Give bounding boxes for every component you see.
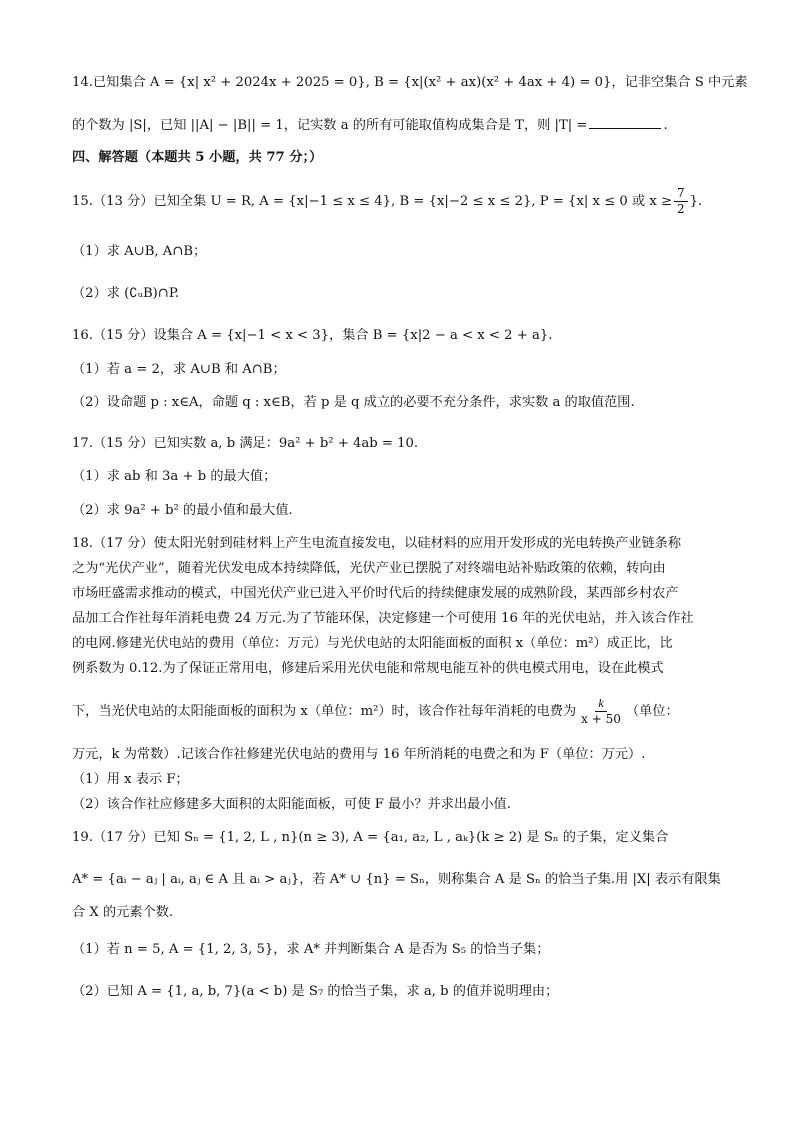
q15-part-2: （2）求 (∁ᵤB)∩P.	[72, 286, 180, 301]
q18-frac-num: k	[595, 696, 606, 712]
q18-line-8: 万元，k 为常数）.记该合作社修建光伏电站的费用与 16 年所消耗的电费之和为 F（单位：万元）.	[72, 747, 646, 762]
q18-line-1: 18.（17 分）使太阳光射到硅材料上产生电流直接发电，以硅材料的应用开发形成的光电转换产业链条称	[72, 536, 682, 551]
q17-part-2: （2）求 9a² + b² 的最小值和最大值.	[72, 503, 293, 518]
q18-line-2: 之为“光伏产业”，随着光伏发电成本持续降低，光伏产业已摆脱了对终端电站补贴政策的依赖，转向由	[72, 561, 666, 576]
q15-stem-text: 15.（13 分）已知全集 U = R, A = {x|−1 ≤ x ≤ 4}, B = {x|−2 ≤ x ≤ 2}, P = {x| x ≤ 0 或 x ≥	[72, 194, 673, 209]
q14-line-2-end: .	[663, 118, 668, 133]
q19-part-2: （2）已知 A = {1, a, b, 7}(a < b) 是 S₇ 的恰当子集，求 a, b 的值并说明理由；	[72, 984, 559, 999]
q14-line-2-text: 的个数为 |S|，已知 ||A| − |B|| = 1，记实数 a 的所有可能取值构成集合是 T，则 |T| =	[72, 118, 588, 133]
q16-part-1: （1）若 a = 2，求 A∪B 和 A∩B；	[72, 362, 286, 377]
q17-part-1: （1）求 ab 和 3a + b 的最大值；	[72, 469, 277, 484]
q18-line-7-end: （单位：	[625, 704, 679, 719]
q18-line-7	[72, 696, 679, 727]
q19-part-1: （1）若 n = 5, A = {1, 2, 3, 5}，求 A* 并判断集合 A 是否为 S₅ 的恰当子集；	[72, 942, 550, 957]
q15-stem	[72, 186, 702, 217]
q14-line-1: 14.已知集合 A = {x| x² + 2024x + 2025 = 0}, B = {x|(x² + ax)(x² + 4ax + 4) = 0}，记非空集合 S 中元素	[72, 75, 748, 90]
q18-part-2: （2）该合作社应修建多大面积的太阳能面板，可使 F 最小？并求出最小值.	[72, 797, 511, 812]
q15-stem-end: }.	[689, 194, 703, 209]
section-heading: 四、解答题（本题共 5 小题，共 77 分；）	[72, 150, 323, 165]
q19-line-2: A* = {aᵢ − aⱼ | aᵢ, aⱼ ∈ A 且 aᵢ > aⱼ}，若 A* ∪ {n} = Sₙ，则称集合 A 是 Sₙ 的恰当子集.用 |X| 表示有限集	[72, 872, 721, 887]
q16-part-2: （2）设命题 p : x∈A，命题 q : x∈B，若 p 是 q 成立的必要不充分条件，求实数 a 的取值范围.	[72, 395, 635, 410]
q19-line-3: 合 X 的元素个数.	[72, 905, 174, 920]
q18-line-3: 市场旺盛需求推动的模式，中国光伏产业已进入平价时代后的持续健康发展的成熟阶段，某西部乡村农产	[72, 586, 679, 601]
q18-fraction	[578, 696, 624, 727]
answer-blank	[589, 114, 661, 129]
q18-frac-den: x + 50	[581, 712, 621, 726]
q18-line-6: 例系数为 0.12.为了保证正常用电，修建后采用光伏电能和常规电能互补的供电模式用电，设在此模式	[72, 661, 664, 676]
q16-stem: 16.（15 分）设集合 A = {x|−1 < x < 3}，集合 B = {x|2 − a < x < 2 + a}.	[72, 328, 553, 343]
q15-fraction	[674, 186, 688, 217]
q15-frac-den: 2	[677, 202, 685, 216]
q15-frac-num: 7	[674, 186, 688, 202]
q18-line-5: 的电网.修建光伏电站的费用（单位：万元）与光伏电站的太阳能面板的面积 x（单位：m²）成正比，比	[72, 636, 673, 651]
q15-part-1: （1）求 A∪B, A∩B；	[72, 244, 207, 259]
q18-line-7-text: 下，当光伏电站的太阳能面板的面积为 x（单位：m²）时，该合作社每年消耗的电费为	[72, 704, 577, 719]
q14-line-2	[72, 114, 668, 136]
q18-part-1: （1）用 x 表示 F；	[72, 772, 189, 787]
q18-line-4: 品加工合作社每年消耗电费 24 万元.为了节能环保，决定修建一个可使用 16 年的光伏电站，并入该合作社	[72, 611, 694, 626]
q17-stem: 17.（15 分）已知实数 a, b 满足：9a² + b² + 4ab = 10.	[72, 436, 419, 451]
q19-line-1: 19.（17 分）已知 Sₙ = {1, 2, L , n}(n ≥ 3), A = {a₁, a₂, L , aₖ}(k ≥ 2) 是 Sₙ 的子集，定义集合	[72, 830, 669, 845]
